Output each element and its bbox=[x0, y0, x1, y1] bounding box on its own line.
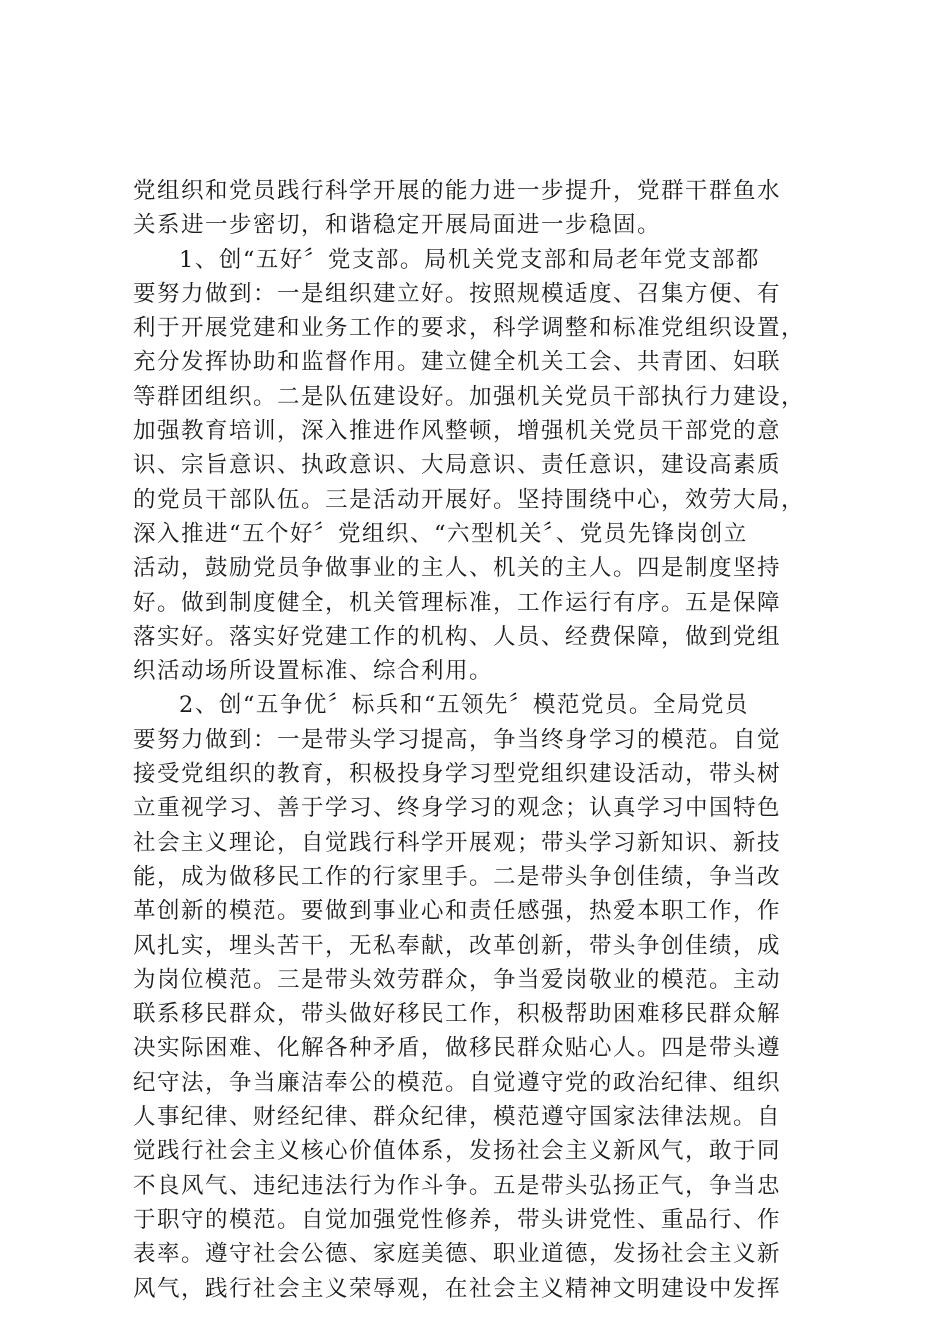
section-heading-line: 1、创“五好〞党支部。局机关党支部和局老年党支部都 bbox=[179, 246, 760, 273]
text-line: 党组织和党员践行科学开展的能力进一步提升，党群干群鱼水 bbox=[133, 178, 782, 204]
text-line: 识、宗旨意识、执政意识、大局意识、责任意识，建设高素质 bbox=[133, 452, 782, 479]
text-line: 的党员干部队伍。三是活动开展好。坚持围绕中心，效劳大局， bbox=[133, 486, 806, 513]
text-line: 落实好。落实好党建工作的机构、人员、经费保障，做到党组 bbox=[133, 623, 782, 650]
text-line: 表率。遵守社会公德、家庭美德、职业道德，发扬社会主义新 bbox=[133, 1241, 782, 1268]
text-line: 利于开展党建和业务工作的要求，科学调整和标准党组织设置， bbox=[133, 315, 806, 342]
text-line: 纪守法，争当廉洁奉公的模范。自觉遵守党的政治纪律、组织 bbox=[133, 1069, 782, 1096]
text-line: 风扎实，埋头苦干，无私奉献，改革创新，带头争创佳绩，成 bbox=[133, 932, 782, 959]
text-line: 关系进一步密切，和谐稳定开展局面进一步稳固。 bbox=[133, 212, 662, 239]
text-line: 不良风气、违纪违法行为作斗争。五是带头弘扬正气，争当忠 bbox=[133, 1172, 782, 1199]
text-line: 联系移民群众，带头做好移民工作，积极帮助困难移民群众解 bbox=[133, 1001, 782, 1028]
text-line: 等群团组织。二是队伍建设好。加强机关党员干部执行力建设， bbox=[133, 383, 806, 410]
text-line: 加强教育培训，深入推进作风整顿，增强机关党员干部党的意 bbox=[133, 418, 782, 445]
text-line: 风气，践行社会主义荣辱观，在社会主义精神文明建设中发挥 bbox=[133, 1275, 782, 1302]
text-line: 革创新的模范。要做到事业心和责任感强，热爱本职工作，作 bbox=[133, 898, 782, 925]
body-text bbox=[133, 174, 833, 1306]
text-line: 立重视学习、善于学习、终身学习的观念；认真学习中国特色 bbox=[133, 795, 782, 822]
text-line: 要努力做到：一是组织建立好。按照规模适度、召集方便、有 bbox=[133, 280, 782, 307]
text-line: 好。做到制度健全，机关管理标准，工作运行有序。五是保障 bbox=[133, 589, 782, 616]
text-line: 社会主义理论，自觉践行科学开展观；带头学习新知识、新技 bbox=[133, 829, 782, 856]
text-line: 活动，鼓励党员争做事业的主人、机关的主人。四是制度坚持 bbox=[133, 555, 782, 582]
text-line: 觉践行社会主义核心价值体系，发扬社会主义新风气，敢于同 bbox=[133, 1138, 782, 1165]
text-line: 充分发挥协助和监督作用。建立健全机关工会、共青团、妇联 bbox=[133, 349, 782, 376]
section-heading-line: 2、创“五争优〞标兵和“五领先〞模范党员。全局党员 bbox=[179, 692, 749, 719]
text-line: 能，成为做移民工作的行家里手。二是带头争创佳绩，争当改 bbox=[133, 863, 782, 890]
text-line: 深入推进“五个好〞党组织、“六型机关〞、党员先锋岗创立 bbox=[133, 520, 748, 547]
text-line: 为岗位模范。三是带头效劳群众，争当爱岗敬业的模范。主动 bbox=[133, 966, 782, 993]
text-line: 决实际困难、化解各种矛盾，做移民群众贴心人。四是带头遵 bbox=[133, 1035, 782, 1062]
text-line: 于职守的模范。自觉加强党性修养，带头讲党性、重品行、作 bbox=[133, 1206, 782, 1233]
text-line: 要努力做到：一是带头学习提高，争当终身学习的模范。自觉 bbox=[133, 726, 782, 753]
text-line: 织活动场所设置标准、综合利用。 bbox=[133, 658, 494, 685]
text-line: 人事纪律、财经纪律、群众纪律，模范遵守国家法律法规。自 bbox=[133, 1104, 782, 1131]
text-line: 接受党组织的教育，积极投身学习型党组织建设活动，带头树 bbox=[133, 761, 782, 788]
